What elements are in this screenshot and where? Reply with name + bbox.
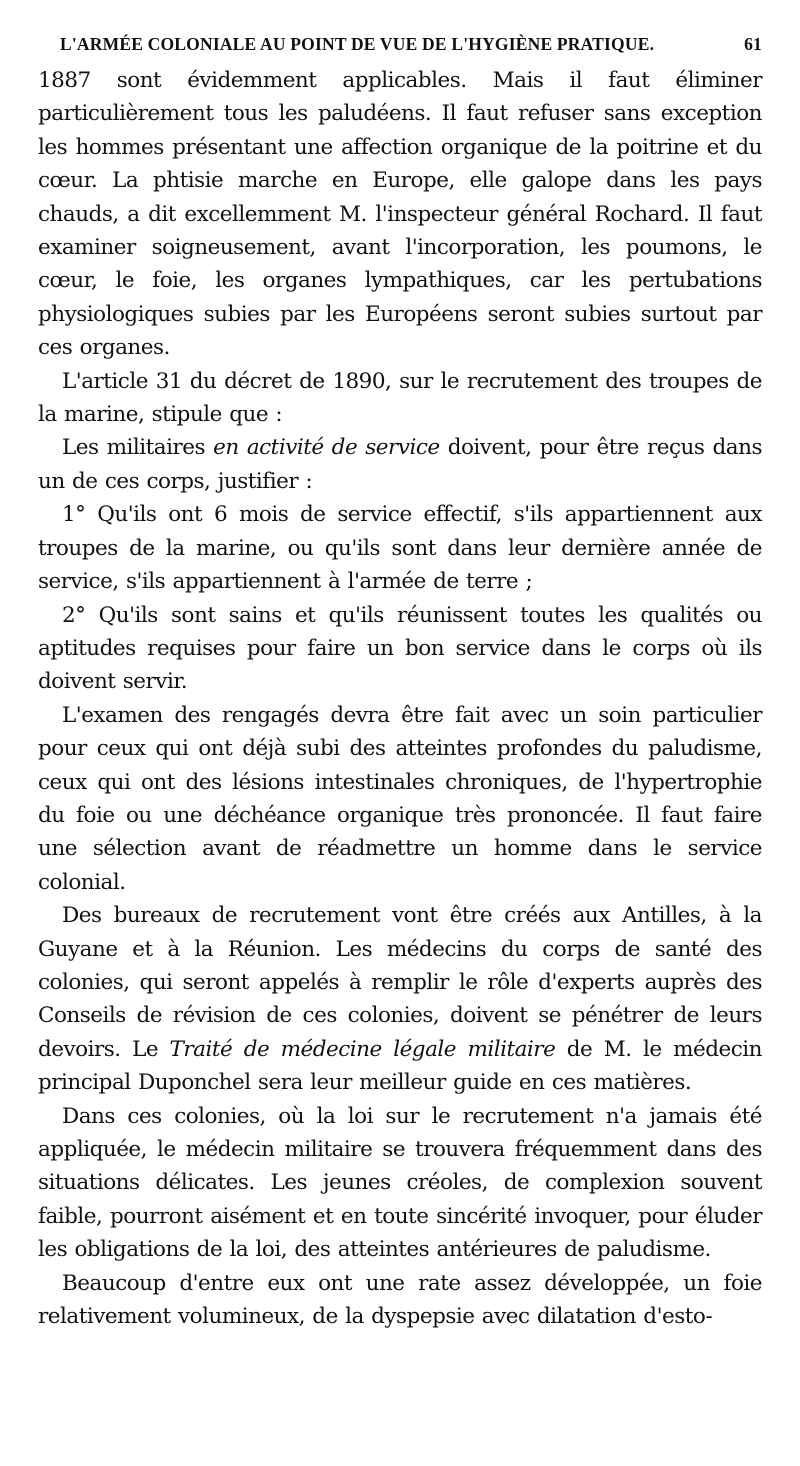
running-title: L'ARMÉE COLONIALE AU POINT DE VUE DE L'HYGIÈNE PRATIQUE. (60, 34, 655, 54)
paragraph (38, 899, 762, 1099)
italic-phrase: en activité de service (213, 435, 440, 461)
paragraph (38, 1267, 762, 1334)
page-number: 61 (744, 34, 762, 54)
text-run: L'examen des rengagés devra être fait avec un soin particulier pour ceux qui ont déjà subi des atteintes profondes du paludisme, ceux qui ont des lésions intestinales chroniques, de l'hypertrophie du foie ou une déchéance organique très prononcée. Il faut faire une sélection avant de réadmettre un homme dans le service colonial. (38, 702, 762, 895)
paragraph (38, 431, 762, 498)
paragraph (38, 498, 762, 598)
text-run: doivent, pour être reçus dans un de ces corps, justifier : (38, 435, 762, 494)
text-run: Dans ces colonies, où la loi sur le recrutement n'a jamais été appliquée, le médecin militaire se trouvera fréquemment dans des situations délicates. Les jeunes créoles, de complexion souvent faible, pourront aisément et en toute sincérité invoquer, pour éluder les obligations de la loi, des atteintes antérieures de paludisme. (38, 1103, 762, 1263)
paragraph (38, 64, 762, 365)
text-run: L'article 31 du décret de 1890, sur le recrutement des troupes de la marine, stipule que : (38, 368, 762, 428)
paragraph (38, 365, 762, 432)
running-header (60, 32, 762, 64)
paragraph (38, 1100, 762, 1267)
text-run: 1887 sont évidemment applicables. Mais il faut éliminer particulièrement tous les paludéens. Il faut refuser sans exception les hommes présentant une affection organique de la poitrine et du cœur. La phtisie marche en Europe, elle galope dans les pays chauds, a dit excellemment M. l'inspecteur général Rochard. Il faut examiner soigneusement, avant l'incorporation, les poumons, le cœur, le foie, les organes lympathiques, car les pertubations physiologiques subies par les Européens seront subies surtout par ces organes. (38, 68, 762, 361)
text-run: Les militaires (62, 435, 214, 461)
text-run: 2° Qu'ils sont sains et qu'ils réunissent toutes les qualités ou aptitudes requises pour faire un bon service dans le corps où ils doivent servir. (38, 602, 762, 695)
italic-phrase: Traité de médecine légale militaire (169, 1036, 556, 1062)
text-run: Des bureaux de recrutement vont être créés aux Antilles, à la Guyane et à la Réunion. Les médecins du corps de santé des colonies, qui seront appelés à remplir le rôle d'experts auprès des Conseils de révision de ces colonies, doivent se pénétrer de leurs devoirs. Le (38, 903, 762, 1062)
text-run: 1° Qu'ils ont 6 mois de service effectif, s'ils appartiennent aux troupes de la marine, ou qu'ils sont dans leur dernière année de service, s'ils appartiennent à l'armée de terre ; (38, 502, 762, 595)
text-run: Beaucoup d'entre eux ont une rate assez développée, un foie relativement volumineux, de la dyspepsie avec dilatation d'esto- (38, 1270, 762, 1330)
body-text (38, 64, 762, 1333)
text-run: de M. le médecin principal Duponchel sera leur meilleur guide en ces matières. (38, 1036, 762, 1096)
paragraph (38, 699, 762, 899)
paragraph (38, 599, 762, 699)
